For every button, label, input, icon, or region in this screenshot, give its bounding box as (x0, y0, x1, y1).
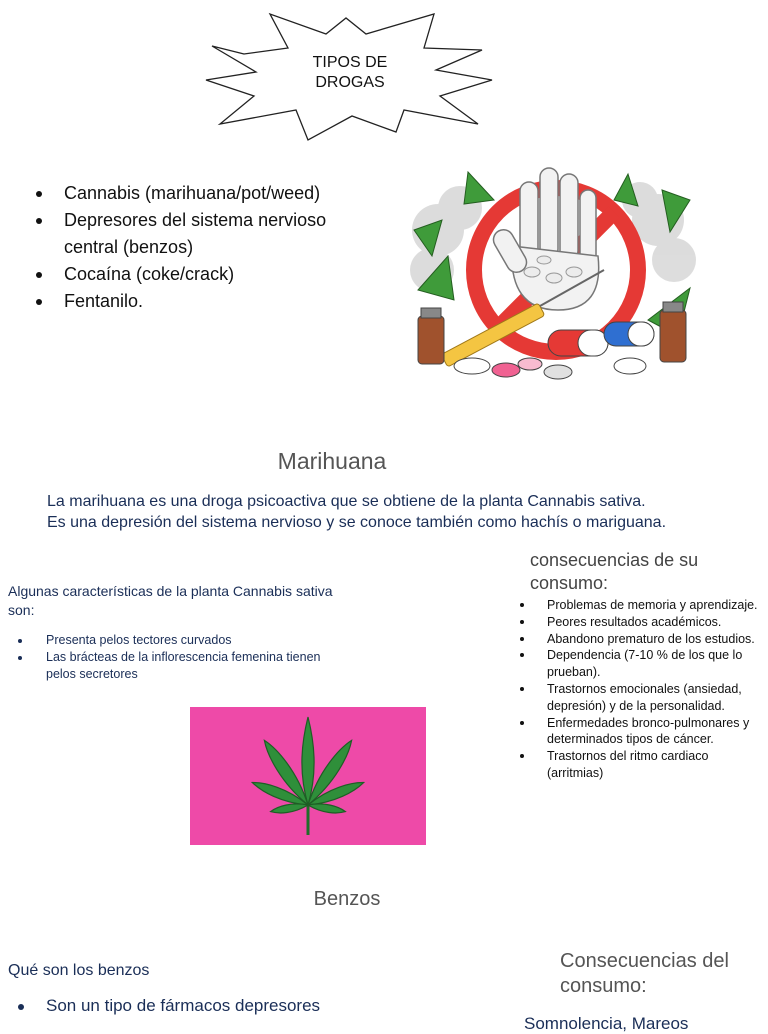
drug-types-list (34, 180, 334, 315)
list-item: Enfermedades bronco-pulmonares y determinados tipos de cáncer. (518, 715, 766, 749)
list-item: Trastornos emocionales (ansiedad, depresión) y de la personalidad. (518, 681, 766, 715)
list-item: Dependencia (7-10 % de los que lo prueban). (518, 647, 766, 681)
list-item: Abandono prematuro de los estudios. (518, 631, 766, 648)
benzos-question: Qué son los benzos (8, 962, 150, 979)
list-item: Fentanilo. (34, 288, 334, 315)
list-item: Peores resultados académicos. (518, 614, 766, 631)
list-item: Son un tipo de fármacos depresores (16, 994, 436, 1018)
consequences-list (518, 597, 766, 782)
list-item: Cannabis (marihuana/pot/weed) (34, 180, 334, 207)
section-heading-marihuana: Marihuana (277, 448, 387, 474)
benzos-consequences-text: Somnolencia, Mareos (524, 1014, 689, 1033)
characteristics-intro: Algunas características de la planta Cannabis sativa son: (8, 583, 333, 618)
list-item: Problemas de memoria y aprendizaje. (518, 597, 766, 614)
cannabis-leaf-image (190, 707, 426, 845)
section-heading-benzos: Benzos (313, 888, 381, 910)
marihuana-description: La marihuana es una droga psicoactiva que se obtiene de la planta Cannabis sativa. Es una depresión del sistema nervioso y se conoce también como hachís o mariguana. (47, 493, 667, 531)
benzos-list (16, 994, 436, 1018)
list-item: Trastornos del ritmo cardiaco (arritmias) (518, 748, 766, 782)
no-drugs-illustration (408, 160, 696, 386)
list-item: Cocaína (coke/crack) (34, 261, 334, 288)
list-item: Presenta pelos tectores curvados (16, 632, 336, 649)
benzos-consequences-heading: Consecuencias del consumo: (560, 950, 729, 997)
list-item: Depresores del sistema nervioso central (benzos) (34, 207, 334, 261)
list-item: Las brácteas de la inflorescencia femenina tienen pelos secretores (16, 649, 336, 683)
characteristics-list (16, 632, 336, 683)
consequences-heading: consecuencias de su consumo: (530, 550, 699, 593)
page-title: TIPOS DE DROGAS (312, 54, 388, 91)
